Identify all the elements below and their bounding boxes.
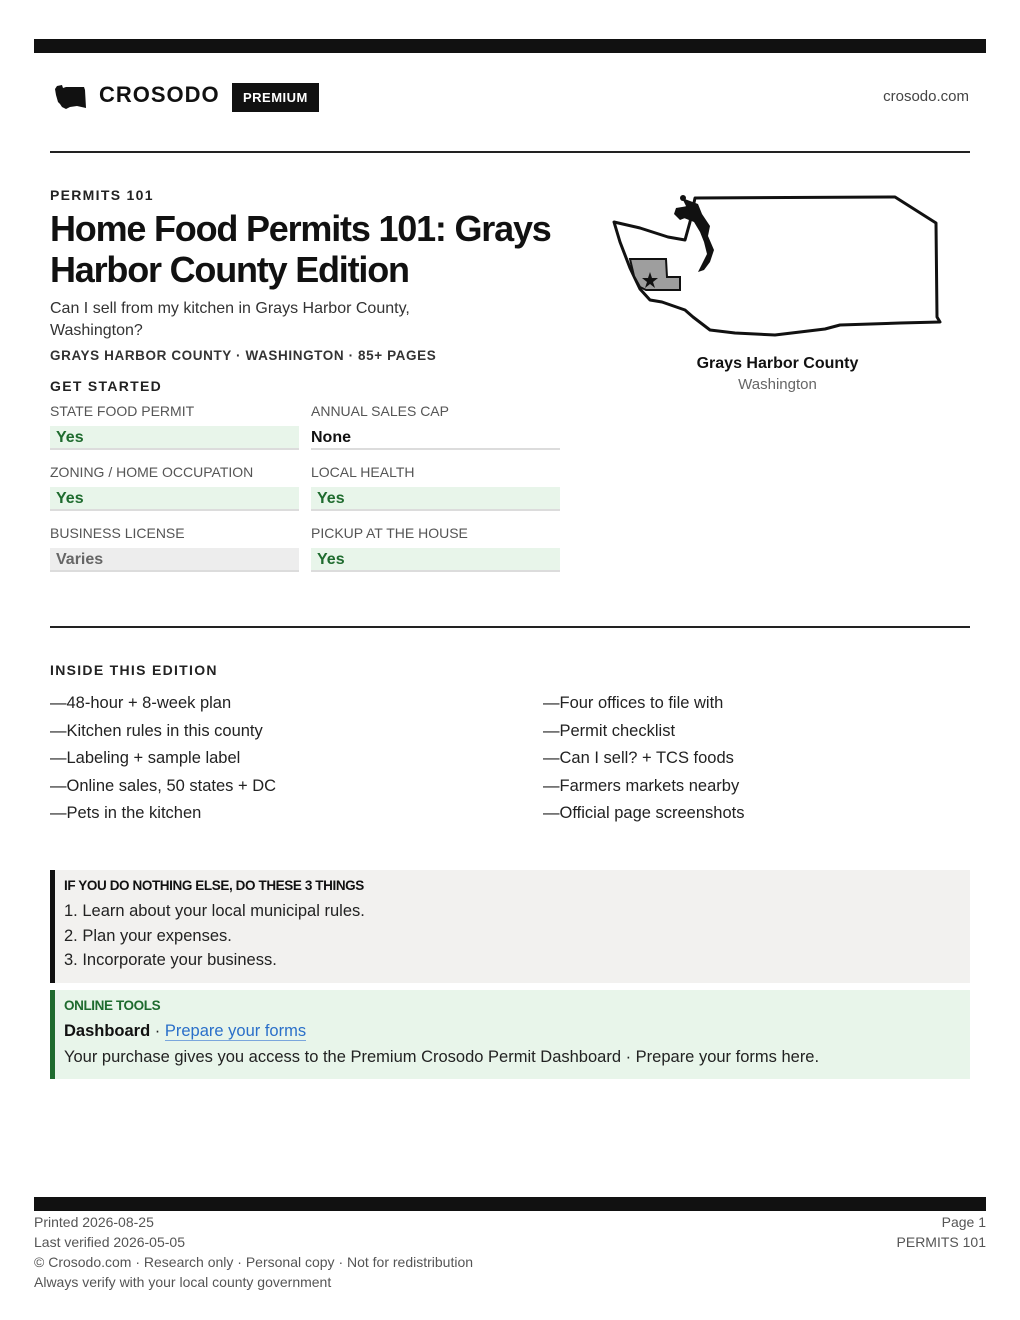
list-item: —Official page screenshots [543,804,745,822]
fact-value: Yes [311,548,560,572]
prepare-forms-link[interactable]: Prepare your forms [164,1022,307,1040]
state-map [610,192,945,342]
tools-description: Your purchase gives you access to the Premium Crosodo Permit Dashboard · Prepare your forms here. [64,1048,820,1066]
fact-value: Varies [50,548,299,572]
list-item: 3. Incorporate your business. [64,951,277,969]
fact-annual-sales-cap [311,403,560,450]
fact-value: None [311,426,560,450]
verify-note: Always verify with your local county government [34,1274,332,1290]
callout-title: ONLINE TOOLS [64,998,161,1013]
premium-badge: PREMIUM [232,83,319,112]
fact-value: Yes [50,487,299,511]
footer-right [897,1212,986,1252]
verified-date: Last verified 2026-05-05 [34,1234,185,1250]
list-item: —Four offices to file with [543,694,724,712]
map-caption-subtitle: Washington [738,376,817,393]
map-caption-title: Grays Harbor County [696,355,859,372]
page-subtitle: Can I sell from my kitchen in Grays Harbor County, Washington? [50,300,410,339]
get-started-label: GET STARTED [50,378,163,394]
fact-value: Yes [311,487,560,511]
top-bar [34,39,986,53]
contents-column-left [50,690,276,828]
fact-local-health [311,464,560,511]
separator: · [150,1022,165,1040]
callout-title: IF YOU DO NOTHING ELSE, DO THESE 3 THINGS [64,878,364,893]
list-item: —Can I sell? + TCS foods [543,749,734,767]
list-item: —Labeling + sample label [50,749,241,767]
dashboard-label: Dashboard [64,1022,151,1040]
list-item: —48-hour + 8-week plan [50,694,232,712]
washington-map-icon [610,192,945,342]
dashboard-line [64,1019,970,1043]
online-tools-callout [50,990,970,1079]
page-title: Home Food Permits 101: Grays Harbor County Edition [50,208,551,290]
contents-label: INSIDE THIS EDITION [50,662,218,678]
list-item: —Permit checklist [543,721,676,740]
three-things-callout [50,870,970,983]
copyright: © Crosodo.com · Research only · Personal copy · Not for redistribution [34,1254,474,1270]
washington-logo-icon [54,84,86,110]
list-item: —Pets in the kitchen [50,804,202,822]
fact-pickup [311,525,560,572]
header [50,78,969,118]
printed-date: Printed 2026-08-25 [34,1214,154,1230]
section-divider [50,626,970,628]
fact-state-food-permit [50,403,299,450]
page-number: Page 1 [941,1214,986,1230]
fact-label: ANNUAL SALES CAP [311,403,449,419]
bottom-bar [34,1197,986,1211]
footer-left [34,1212,473,1292]
fact-label: STATE FOOD PERMIT [50,403,195,419]
footer-section: PERMITS 101 [896,1234,986,1250]
fact-label: LOCAL HEALTH [311,464,415,480]
fact-business-license [50,525,299,572]
list-item: —Kitchen rules in this county [50,721,263,740]
kicker: PERMITS 101 [50,187,154,203]
contents-column-right [543,690,744,828]
fact-value: Yes [50,426,299,450]
list-item: 1. Learn about your local municipal rules. [64,902,365,920]
brand-name: CROSODO [99,82,220,107]
list-item: —Farmers markets nearby [543,776,740,795]
fact-label: BUSINESS LICENSE [50,525,185,541]
list-item: 2. Plan your expenses. [64,926,232,945]
fact-zoning [50,464,299,511]
list-item: —Online sales, 50 states + DC [50,776,277,795]
three-things-list [64,899,970,973]
header-divider [50,151,970,153]
fact-label: ZONING / HOME OCCUPATION [50,464,254,480]
fact-label: PICKUP AT THE HOUSE [311,525,468,541]
page-meta: GRAYS HARBOR COUNTY · WASHINGTON · 85+ PAGES [50,348,437,363]
site-url[interactable]: crosodo.com [883,88,969,105]
